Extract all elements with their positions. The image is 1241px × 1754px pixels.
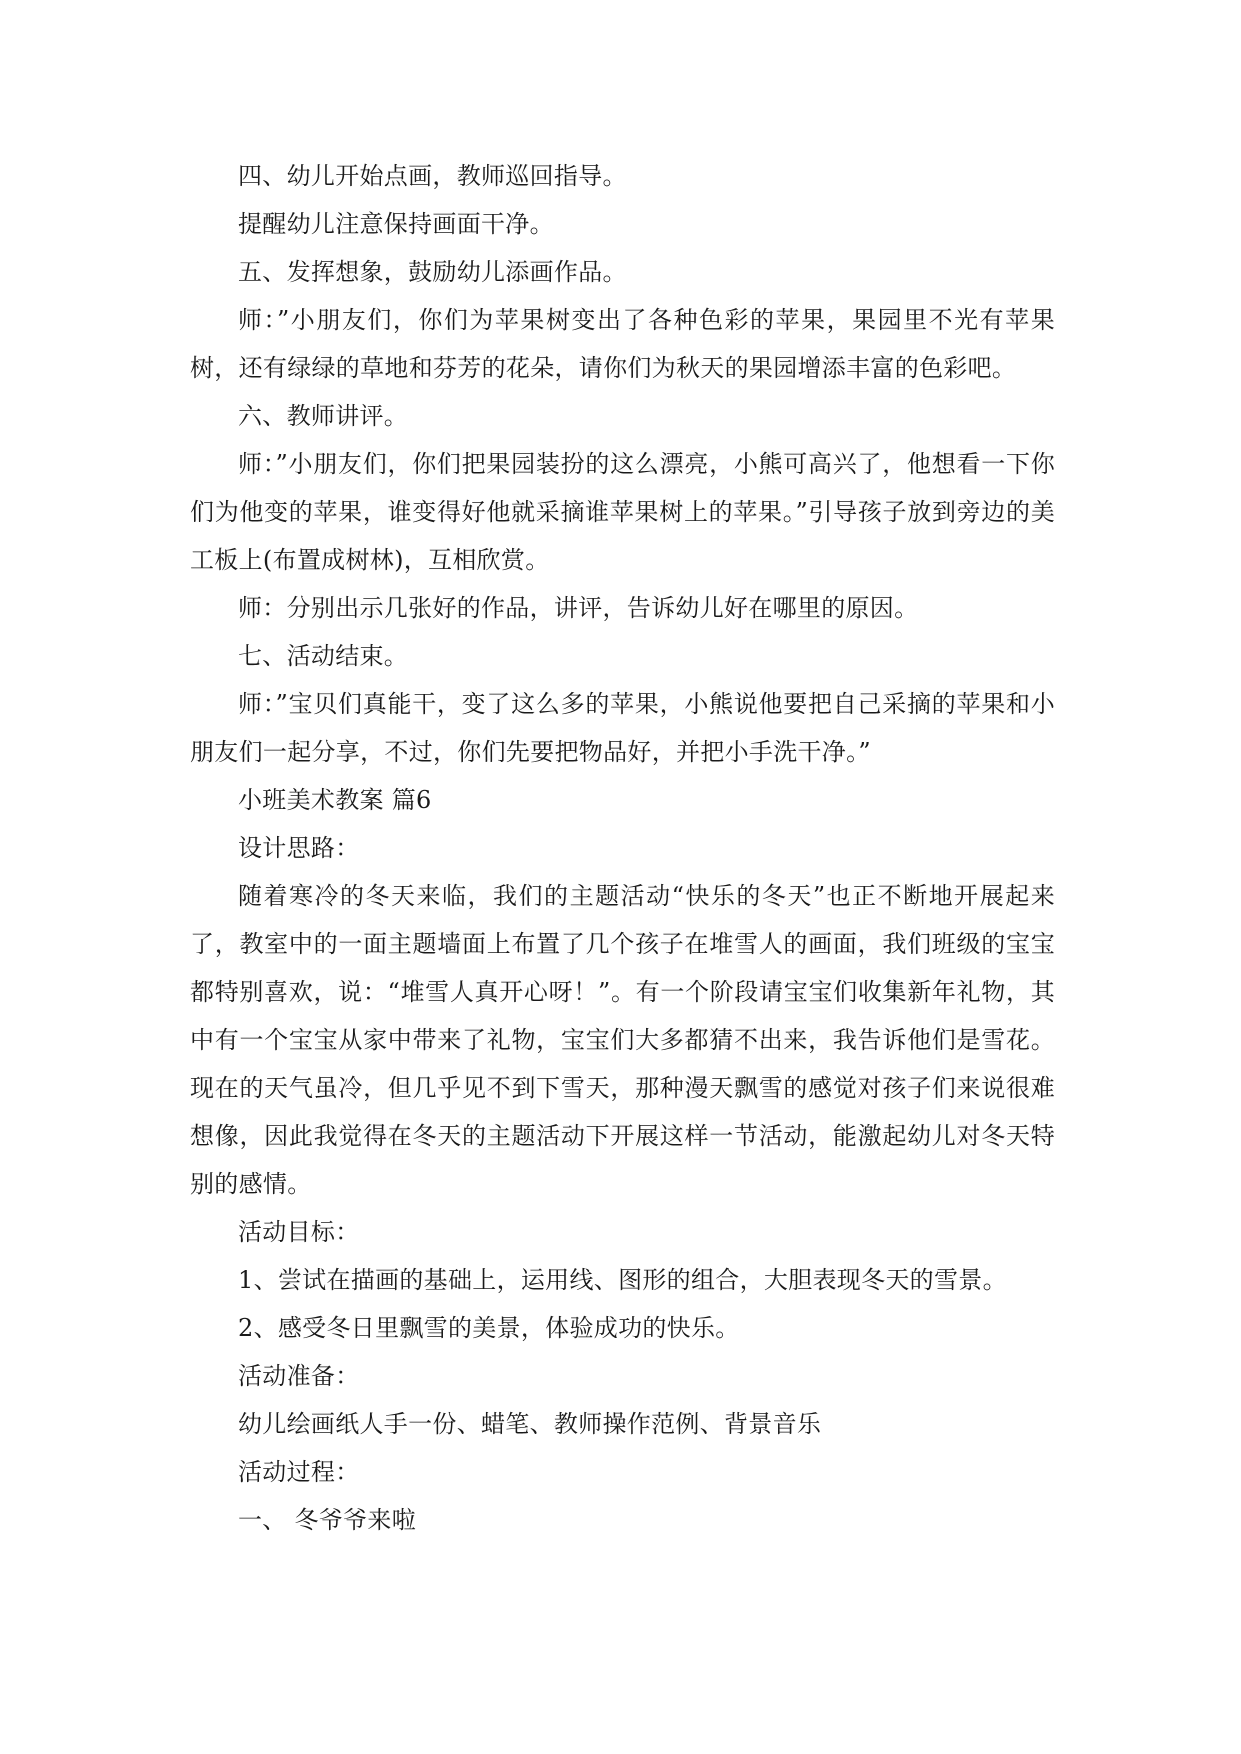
paragraph-step-6: 六、教师讲评。	[238, 402, 409, 430]
paragraph-teacher-review: 师：分别出示几张好的作品，讲评，告诉幼儿好在哪里的原因。	[238, 594, 919, 622]
design-ideas-heading: 设计思路：	[238, 834, 360, 862]
activity-process-heading: 活动过程：	[238, 1458, 360, 1486]
paragraph-step-4: 四、幼儿开始点画，教师巡回指导。	[238, 162, 627, 190]
paragraph-design-ideas: 随着寒冷的冬天来临，我们的主题活动“快乐的冬天”也正不断地开展起来了，教室中的一面主题墙面上布置了几个孩子在堆雪人的画面，我们班级的宝宝都特别喜欢，说：“堆雪人真开心呀！”。有一个阶段请宝宝们收集新年礼物，其中有一个宝宝从家中带来了礼物，宝宝们大多都猜不出来，我告诉他们是雪花。现在的天气虽冷，但几乎见不到下雪天，那种漫天飘雪的感觉对孩子们来说很难想像，因此我觉得在冬天的主题活动下开展这样一节活动，能激起幼儿对冬天特别的感情。	[190, 882, 1055, 1198]
activity-goals-heading: 活动目标：	[238, 1218, 360, 1246]
paragraph-teacher-speech-1: 师：”小朋友们，你们为苹果树变出了各种色彩的苹果，果园里不光有苹果树，还有绿绿的草地和芬芳的花朵，请你们为秋天的果园增添丰富的色彩吧。	[190, 306, 1055, 382]
goal-item-1: 1、尝试在描画的基础上，运用线、图形的组合，大胆表现冬天的雪景。	[238, 1266, 1007, 1294]
paragraph-step-5: 五、发挥想象，鼓励幼儿添画作品。	[238, 258, 627, 286]
document-body	[190, 152, 1055, 1544]
goal-item-2: 2、感受冬日里飘雪的美景，体验成功的快乐。	[238, 1314, 740, 1342]
paragraph-step-7: 七、活动结束。	[238, 642, 409, 670]
activity-preparation-heading: 活动准备：	[238, 1362, 360, 1390]
preparation-list: 幼儿绘画纸人手一份、蜡笔、教师操作范例、背景音乐	[238, 1410, 822, 1438]
paragraph-teacher-speech-3: 师：”宝贝们真能干，变了这么多的苹果，小熊说他要把自己采摘的苹果和小朋友们一起分享，不过，你们先要把物品好，并把小手洗干净。”	[190, 690, 1055, 766]
paragraph-reminder: 提醒幼儿注意保持画面干净。	[238, 210, 554, 238]
paragraph-teacher-speech-2: 师：”小朋友们，你们把果园装扮的这么漂亮，小熊可高兴了，他想看一下你们为他变的苹果，谁变得好他就采摘谁苹果树上的苹果。”引导孩子放到旁边的美工板上(布置成树林)，互相欣赏。	[190, 450, 1055, 574]
process-step-1: 一、 冬爷爷来啦	[238, 1506, 417, 1534]
section-heading: 小班美术教案 篇6	[238, 786, 432, 814]
